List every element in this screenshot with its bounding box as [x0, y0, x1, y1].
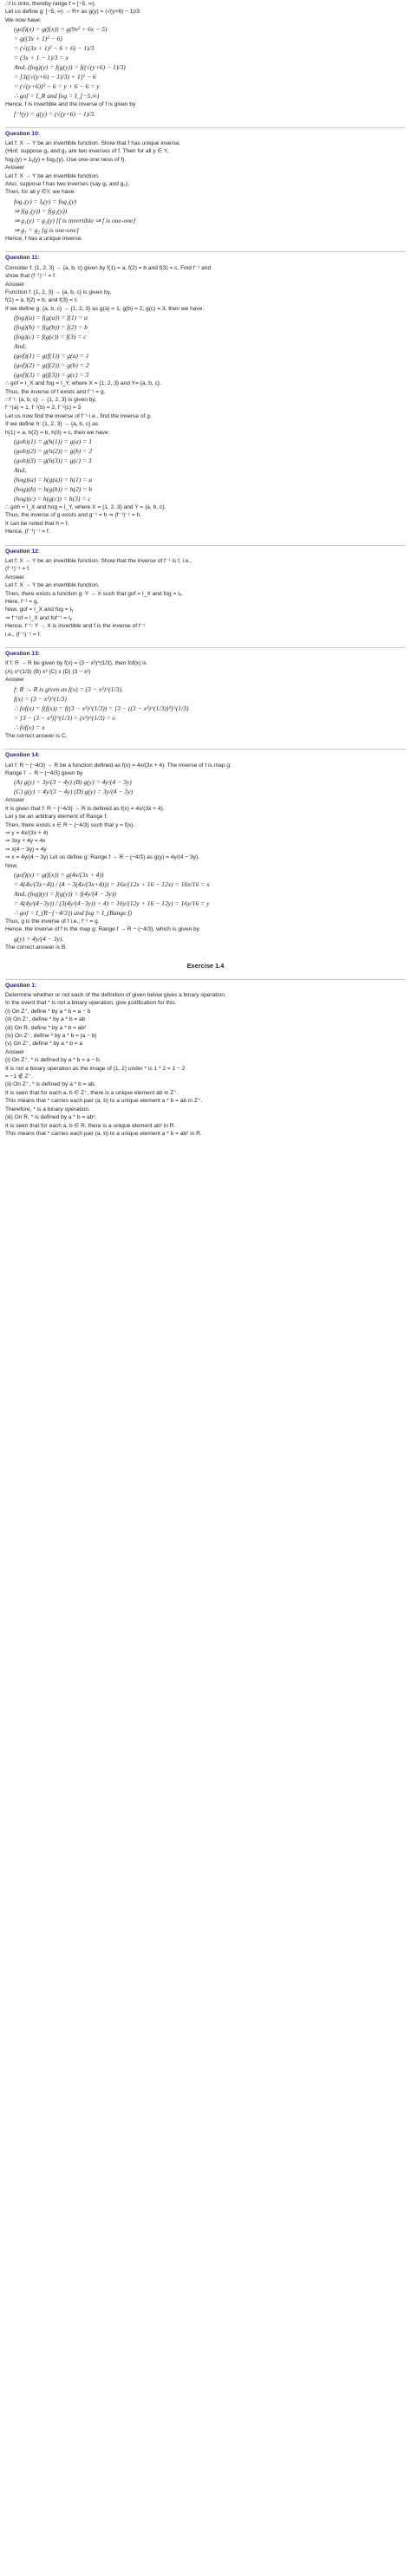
text-line: f(1) = a, f(2) = b, and f(3) = c [5, 297, 78, 304]
text-line: We now have: [5, 16, 42, 23]
math-line: (gof)(x) = g(f(x)) = g(4x/(3x + 4)) [14, 870, 104, 879]
text-line: It is seen that for each a, b ∈ R, there is a unique element ab² in R. [5, 1122, 176, 1129]
text-line: Let y be an arbitrary element of Range f. [5, 814, 108, 821]
text-line: (A) x^(1/3) (B) x³ (C) x (D) (3 − x³) [5, 668, 91, 675]
text-line: This means that * carries each pair (a, b) to a unique element a * b = ab² in R. [5, 1130, 202, 1137]
text-line: The correct answer is C. [5, 732, 68, 739]
math-line: ∴ fof(x) = x [14, 723, 45, 731]
text-line: Now, [5, 862, 18, 869]
text-line: (iii) On R, * is defined by a * b = ab². [5, 1114, 97, 1121]
math-line: f(x) = (3 − x³)^(1/3) [14, 694, 67, 703]
text-line: Let f: X → Y be an invertible function. Show that f has unique inverse. [5, 140, 181, 147]
text-line: Hence, (f⁻¹)⁻¹ = f. [5, 529, 50, 535]
text-line: ∴f⁻¹: {a, b, c} → {1, 2, 3} is given by, [5, 396, 97, 403]
math-line: (gof)(3) = g(f(3)) = g(c) = 3 [14, 371, 89, 380]
text-line: Also, suppose f has two inverses (say g₁ and g₂). [5, 181, 129, 188]
text-line: It is seen that for each a, b ∈ Z⁺, there is a unique element ab in Z⁺. [5, 1089, 179, 1096]
text-line: In the event that * is not a binary operation, give justification for this. [5, 1000, 177, 1007]
text-line: Answer [5, 677, 24, 684]
text-line: fog₁(y) = 1ᵧ(y) = fog₂(y). Use one-one ness of f). [5, 156, 127, 163]
math-line: ∴ gof = I_R and fog = I_[−5,∞) [14, 92, 100, 101]
text-line: Then, there exists a function g: Y → X such that gof = I_X and fog = Iᵧ. [5, 590, 183, 597]
text-line: (i) On Z⁺, * is defined by a * b = a − b. [5, 1057, 101, 1064]
text-line: If we define g: {a, b, c} → {1, 2, 3} as g(a) = 1, g(b) = 2, g(c) = 3, then we have: [5, 305, 205, 312]
text-line: (iv) On Z⁺, define * by a * b = |a − b| [5, 1033, 97, 1040]
text-line: Let us define g: [−5, ∞) → R+ as g(y) = (√(y+6) − 1)/3 [5, 9, 140, 16]
text-line: (v) On Z⁺, define * by a * b = a [5, 1041, 83, 1048]
math-line: (gof)(2) = g(f(2)) = g(b) = 2 [14, 361, 89, 370]
text-line: (Hint: suppose g₁ and g₂ are two inverses of f. Then for all y ∈ Y, [5, 148, 169, 155]
text-line: f⁻¹(a) = 1, f⁻¹(b) = 2, f⁻¹(c) = 3 [5, 405, 82, 412]
text-line: = −1 ∉ Z⁺. [5, 1074, 33, 1080]
text-line: ∴ gof = I_X and fog = I_Y, where X = {1, 2, 3} and Y= {a, b, c}. [5, 380, 161, 387]
text-line: Answer [5, 797, 24, 804]
text-line: h(1) = a, h(2) = b, h(3) = c, then we have: [5, 429, 110, 436]
text-line: Then, there exists x ∈ R − {−4/3} such that y = f(x). [5, 821, 135, 828]
math-line: (hog)(c) = h(g(c)) = h(3) = c [14, 494, 91, 503]
math-line: (A) g(y) = 3y/(3 − 4y) (B) g(y) = 4y/(4 − 3y) [14, 778, 132, 787]
document-page [5, 0, 406, 1138]
math-line: ∴ gof = I_(R−{−4/3}) and fog = I_(Range f) [14, 908, 133, 917]
text-line: Hence, the inverse of f is the map g: Range f → R − {−4/3}, which is given by [5, 926, 199, 933]
math-line: fog₁(y) = Iᵧ(y) = fog₂(y) [14, 197, 77, 205]
text-line: Determine whether or not each of the definition of given below gives a binary operation. [5, 992, 226, 998]
math-line: (goh)(3) = g(h(3)) = g(c) = 3 [14, 456, 92, 464]
text-line: (i) On Z⁺, define * by a * b = a − b [5, 1008, 91, 1015]
math-line: g(y) = 4y/(4 − 3y). [14, 934, 64, 943]
text-line: (f⁻¹)⁻¹ = f. [5, 566, 30, 573]
text-line: ∴ goh = I_X and hog = I_Y, where X = {1, 2, 3} and Y = {a, b, c}. [5, 503, 166, 510]
math-line: ⇒ g₁(y) = g₂(y) [f is invertible ⇒ f is one-one] [14, 216, 136, 224]
text-line: It is not a binary operation as the image of (1, 2) under * is 1 * 2 = 1 − 2 [5, 1065, 186, 1072]
text-line: Thus, g is the inverse of f i.e., f⁻¹ = g. [5, 918, 100, 925]
text-line: Therefore, * is a binary operation. [5, 1106, 90, 1113]
question-heading: Question 14: [5, 749, 406, 761]
exercise-heading: Exercise 1.4 [186, 962, 225, 970]
math-line: = (√(y+6))² − 6 = y + 6 − 6 = y [14, 82, 100, 91]
text-line: Let us now find the inverse of f⁻¹ i.e., find the inverse of g. [5, 412, 152, 419]
text-line: Answer [5, 574, 24, 581]
text-line: Hence, f⁻¹: Y → X is invertible and f is the inverse of f⁻¹ [5, 623, 146, 630]
text-line: If f: R → R be given by f(x) = (3 − x³)^(1/3), then fof(x) is [5, 660, 147, 667]
math-line: (C) g(y) = 4y/(3 − 4y) (D) g(y) = 3y/(4 − 3y) [14, 788, 134, 796]
math-line: f: R → R is given as f(x) = (3 − x³)^(1/3). [14, 685, 123, 693]
text-line: Answer [5, 165, 24, 172]
math-line: = 4(4x/(3x+4)) / (4 − 3(4x/(3x+4))) = 16x/(12x + 16 − 12x) = 16x/16 = x [14, 879, 210, 888]
text-line: ∴f is onto, thereby range f = [−5, ∞). [5, 1, 96, 7]
text-line: Thus, the inverse of f exists and f⁻¹ = g. [5, 388, 106, 395]
math-line: ⇒ g₁ = g₂ [g is one-one] [14, 225, 79, 234]
math-line: And, (fog)(y) = f(g(y)) = f((√(y+6) − 1)/3) [14, 63, 126, 72]
text-line: ⇒ 3xy + 4y = 4x [5, 838, 46, 845]
math-line: (fog)(c) = f(g(c)) = f(3) = c [14, 333, 87, 341]
text-line: Answer [5, 1048, 24, 1055]
math-line: = [3((√(y+6) − 1)/3) + 1]² − 6 [14, 73, 96, 81]
math-line: = [3 − (3 − x³)]^(1/3) = (x³)^(1/3) = x [14, 713, 115, 722]
math-line: (fog)(b) = f(g(b)) = f(2) = b [14, 323, 88, 332]
question-heading: Question 12: [5, 545, 406, 557]
math-line: (hog)(a) = h(g(a)) = h(1) = a [14, 475, 93, 483]
math-line: (goh)(2) = g(h(2)) = g(b) = 2 [14, 446, 93, 455]
math-line: = g((3x + 1)² − 6) [14, 35, 62, 43]
text-line: Consider f: {1, 2, 3} → {a, b, c} given by f(1) = a, f(2) = b and f(3) = c. Find f⁻¹ and [5, 264, 212, 271]
text-line: (iii) On R, define * by a * b = ab² [5, 1024, 87, 1031]
text-line: The correct answer is B. [5, 944, 68, 951]
text-line: Let f: X → Y be an invertible function. [5, 172, 100, 179]
text-line: Now, gof = I_X and fog = Iᵧ [5, 607, 74, 613]
text-line: Hence, f has a unique inverse. [5, 235, 83, 242]
text-line: Function f: {1, 2, 3} → {a, b, c} is given by, [5, 289, 112, 295]
text-line: ⇒ y = 4x/(3x + 4) [5, 829, 49, 836]
text-line: (ii) On Z⁺, * is defined by a * b = ab. [5, 1081, 96, 1088]
text-line: It is given that f: R − {−4/3} → R is defined as f(x) = 4x/(3x + 4). [5, 805, 165, 812]
question-heading: Question 10: [5, 127, 406, 140]
text-line: Thus, the inverse of g exists and g⁻¹ = h ⇒ (f⁻¹)⁻¹ = h. [5, 512, 142, 519]
text-line: Hence, f is invertible and the inverse of f is given by [5, 101, 136, 108]
text-line: i.e., (f⁻¹)⁻¹ = f. [5, 631, 42, 638]
math-line: (gof)(1) = g(f(1)) = g(a) = 1 [14, 352, 89, 360]
math-line: ∴ fof(x) = f(f(x)) = f((3 − x³)^(1/3)) = [3 − ((3 − x³)^(1/3))³]^(1/3) [14, 704, 189, 712]
text-line: Let f: R − {−4/3} → R be a function defined as f(x) = 4x/(3x + 4). The inverse of f is map g: [5, 762, 232, 769]
text-line: Range f → R − {−4/3} given by [5, 769, 83, 776]
math-line: = (√((3x + 1)² − 6 + 6) − 1)/3 [14, 44, 95, 53]
text-line: ⇒ x = 4y/(4 − 3y) Let us define g: Range f → R − {−4/3} as g(y) = 4y/(4 − 3y). [5, 854, 199, 861]
question-heading: Question 1: [5, 979, 406, 991]
text-line: ⇒ x(4 − 3y) = 4y [5, 846, 47, 853]
question-heading: Question 11: [5, 251, 406, 263]
text-line: Let f: X → Y be an invertible function. [5, 582, 100, 589]
math-line: And, [14, 342, 27, 351]
math-line: And, [14, 465, 27, 474]
math-line: And, (fog)(y) = f(g(y)) = f(4y/(4 − 3y)) [14, 889, 116, 898]
text-line: ⇒ f⁻¹of = I_X and fof⁻¹ = Iᵧ [5, 614, 72, 621]
math-line: (hog)(b) = h(g(b)) = h(2) = b [14, 484, 93, 493]
text-line: It can be noted that h = f. [5, 520, 69, 527]
math-line: f⁻¹(y) = g(y) = (√(y+6) − 1)/3. [14, 109, 95, 118]
text-line: This means that * carries each pair (a, b) to a unique element a * b = ab in Z⁺. [5, 1098, 203, 1105]
math-line: (fog)(a) = f(g(a)) = f(1) = a [14, 314, 88, 322]
math-line: = 4(4y/(4−3y)) / (3(4y/(4−3y)) + 4) = 16y/(12y + 16 − 12y) = 16y/16 = y [14, 899, 210, 907]
math-line: ⇒ f(g₁(y)) = f(g₂(y)) [14, 206, 68, 215]
text-line: (ii) On Z⁺, define * by a * b = ab [5, 1016, 86, 1023]
math-line: (goh)(1) = g(h(1)) = g(a) = 1 [14, 437, 93, 445]
text-line: Let f: X → Y be an invertible function. Show that the inverse of f⁻¹ is f, i.e., [5, 558, 192, 564]
math-line: (gof)(x) = g(f(x)) = g(9x² + 6x − 5) [14, 25, 108, 34]
text-line: If we define h: {1, 2, 3} → {a, b, c} as [5, 421, 99, 428]
question-heading: Question 13: [5, 647, 406, 659]
text-line: show that (f⁻¹)⁻¹ = f. [5, 273, 56, 280]
text-line: Here, f⁻¹ = g. [5, 599, 39, 606]
text-line: Answer [5, 281, 24, 288]
math-line: = (3x + 1 − 1)/3 = x [14, 54, 68, 62]
text-line: Then, for all y ∈Y, we have: [5, 189, 76, 196]
